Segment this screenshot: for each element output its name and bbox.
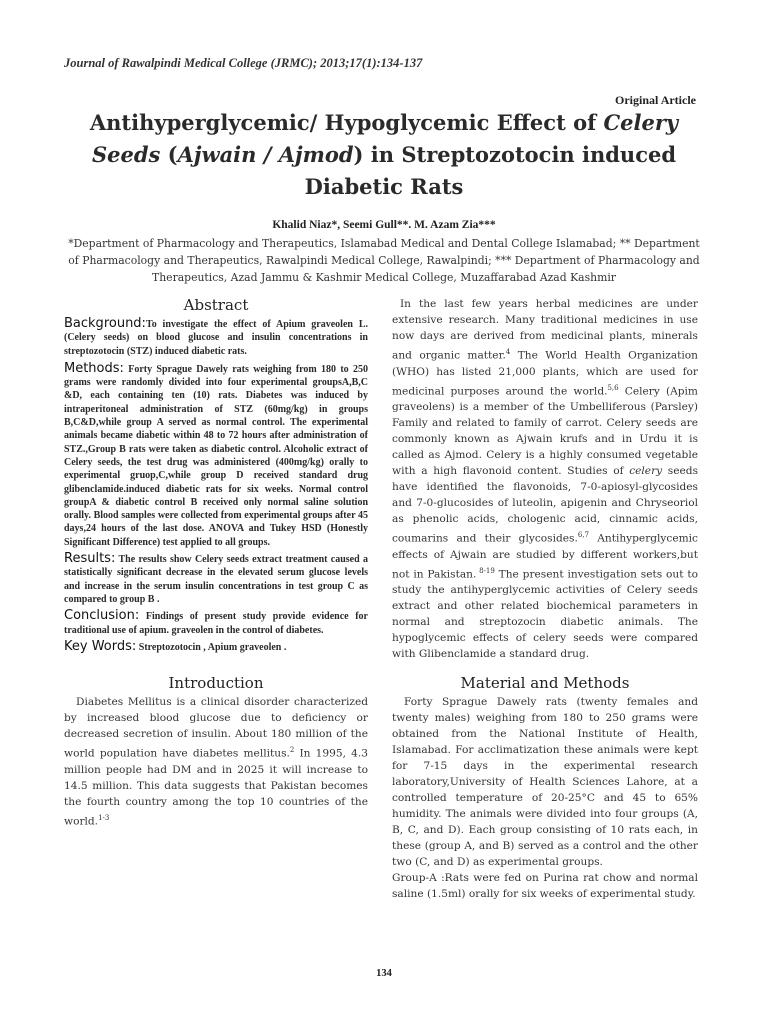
intro-text: In 1995, 4.3 million people had DM and in 2025 it will increase to 14.5 million. This data suggests that Pakistan becomes the fourth country among the top 10 countries of the world. xyxy=(64,747,368,828)
title-italic: Celery Seeds xyxy=(91,110,679,167)
keywords-label: Key Words: xyxy=(64,638,137,654)
methods-label: Methods: xyxy=(64,360,124,376)
author-affiliations: *Department of Pharmacology and Therapeutics, Islamabad Medical and Dental College Islamabad; ** Department of Pharmacology and Therapeutics, Rawalpindi Medical College, Rawalpindi; *** Department of Pharmacology and Therapeutics, Azad Jammu & Kashmir Medical College, Muzaffarabad Azad Kashmir xyxy=(68,237,700,284)
abstract-background xyxy=(64,317,368,358)
body-italic: celery xyxy=(629,465,663,478)
citation: 1-3 xyxy=(98,813,110,822)
body-text: seeds have identified the flavonoids, 7-0-apiosyl-glycosides and 7-0-glucosides of luteolin, apigenin and Chryseoriol as phenolic acids, chologenic acid, cinnamic acids, coumarins and their glycosides. xyxy=(392,465,699,545)
title-part: ( xyxy=(160,142,178,167)
methods-group-a-paragraph: Group-A :Rats were fed on Purina rat chow and normal saline (1.5ml) orally for six weeks of experimental study. xyxy=(392,872,698,901)
citation: 8-19 xyxy=(476,566,495,575)
methods-heading: Material and Methods xyxy=(460,674,630,693)
body-text: Celery (Apim graveolens) is a member of the Umbelliferous (Parsley) Family and related to family of carrot. Celery seeds are commonly known as Ajwain krufs and in Urdu it is called as Ajmod. Celery is a highly consumed vegetable with a high flavonoid content. Studies of xyxy=(392,385,698,478)
body-text: The present investigation sets out to study the antihyperglycemic activities of Celery seeds extract and other related biochemical parameters in normal and streptozocin diabetic animals. The hypoglycemic effects of celery seeds were compared with Glibenclamide a standard drug. xyxy=(392,568,698,661)
article-type-label: Original Article xyxy=(615,93,696,107)
title-part: Antihyperglycemic/ Hypoglycemic Effect of xyxy=(89,110,604,135)
intro-continuation-paragraph xyxy=(392,296,698,662)
introduction-paragraph xyxy=(64,694,368,829)
abstract-keywords xyxy=(64,640,368,654)
body-text: In the last few years herbal medicines are under extensive research. Many traditional medicines in use now days are derived from medicinal plants, minerals and organic matter. xyxy=(392,298,698,362)
conclusion-text: Findings of present study provide evidence for traditional use of apium. graveolen in the control of diabetes. xyxy=(64,611,368,636)
abstract-methods xyxy=(64,362,368,549)
body-text: The World Health Organization (WHO) has listed 21,000 plants, which are used for medicinal purposes around the world. xyxy=(392,349,698,398)
journal-citation: Journal of Rawalpindi Medical College (JRMC); 2013;17(1):134-137 xyxy=(64,56,423,70)
title-part: ) in Streptozotocin induced Diabetic Rats xyxy=(304,142,677,199)
background-label: Background: xyxy=(64,316,146,331)
abstract-conclusion xyxy=(64,609,368,637)
page-number: 134 xyxy=(376,968,392,979)
citation: 4 xyxy=(505,348,511,356)
article-title xyxy=(60,107,708,203)
abstract-heading: Abstract xyxy=(183,296,249,314)
intro-text: Diabetes Mellitus is a clinical disorder characterized by increased blood glucose due to deficiency or decreased secretion of insulin. About 180 million of the world population have diabetes mellitus. xyxy=(64,696,368,760)
right-column xyxy=(392,296,698,902)
citation: 2 xyxy=(289,746,295,755)
citation: 5,6 xyxy=(607,383,619,392)
citation: 6,7 xyxy=(577,531,589,540)
body-text: Antihyperglycemic effects of Ajwain are studied by different workers,but not in Pakistan. xyxy=(392,532,698,581)
results-text: The results show Celery seeds extract treatment caused a statistically significant decrease in the elevated serum glucose levels and increase in the serum insulin concentrations in test group C as compared to group B . xyxy=(64,554,368,605)
methods-text: Forty Sprague Dawely rats weighing from 180 to 250 grams were randomly divided into four experimental groupsA,B,C &D, each containing ten (10) rats. Diabetes was induced by intraperitoneal administration of STZ (60mg/kg) in groups B,C&D,while group A served as normal control. The experimental animals became diabetic within 48 to 72 hours after administration of STZ.,Group B rats were taken as diabetic control. Alcoholic extract of Celery seeds, the test drug was administered (400mg/kg) orally to experimental gruop,C,while group D received standard drug glibenclamide.induced diabetic rats for six weeks. Normal control groupA & diabetic control B received only normal saline solution orally. Blood samples were collected from experimental groups after 45 days,24 hours of the last dose. ANOVA and Tukey HSD (Honestly Significant Difference) test applied to all groups. xyxy=(64,363,368,548)
background-text: To investigate the effect of Apium graveolen L. (Celery seeds) on blood glucose and insulin concentrations in streptozotocin (STZ) induced diabetic rats. xyxy=(64,319,368,357)
results-label: Results: xyxy=(64,551,116,567)
title-italic: Ajwain / Ajmod xyxy=(177,142,354,167)
abstract-results xyxy=(64,552,368,606)
introduction-heading: Introduction xyxy=(168,674,264,693)
author-list: Khalid Niaz*, Seemi Gull**. M. Azam Zia*** xyxy=(272,219,496,231)
keywords-text: Streptozotocin , Apium graveolen . xyxy=(136,641,287,653)
methods-paragraph: Forty Sprague Dawely rats (twenty females and twenty males) weighing from 180 to 250 grams were obtained from the National Institute of Health, Islamabad. For acclimatization these animals were kept for 7-15 days in the experimental research laboratory,University of Health Sciences Lahore, at a controlled temperature of 20-25°C and 45 to 65% humidity. The animals were divided into four groups (A, B, C, and D). Each group consisting of 10 rats each, in these (group A, and B) served as a control and the other two (C, and D) as experimental groups. xyxy=(392,696,698,869)
conclusion-label: Conclusion: xyxy=(64,608,140,624)
left-column xyxy=(64,296,368,829)
